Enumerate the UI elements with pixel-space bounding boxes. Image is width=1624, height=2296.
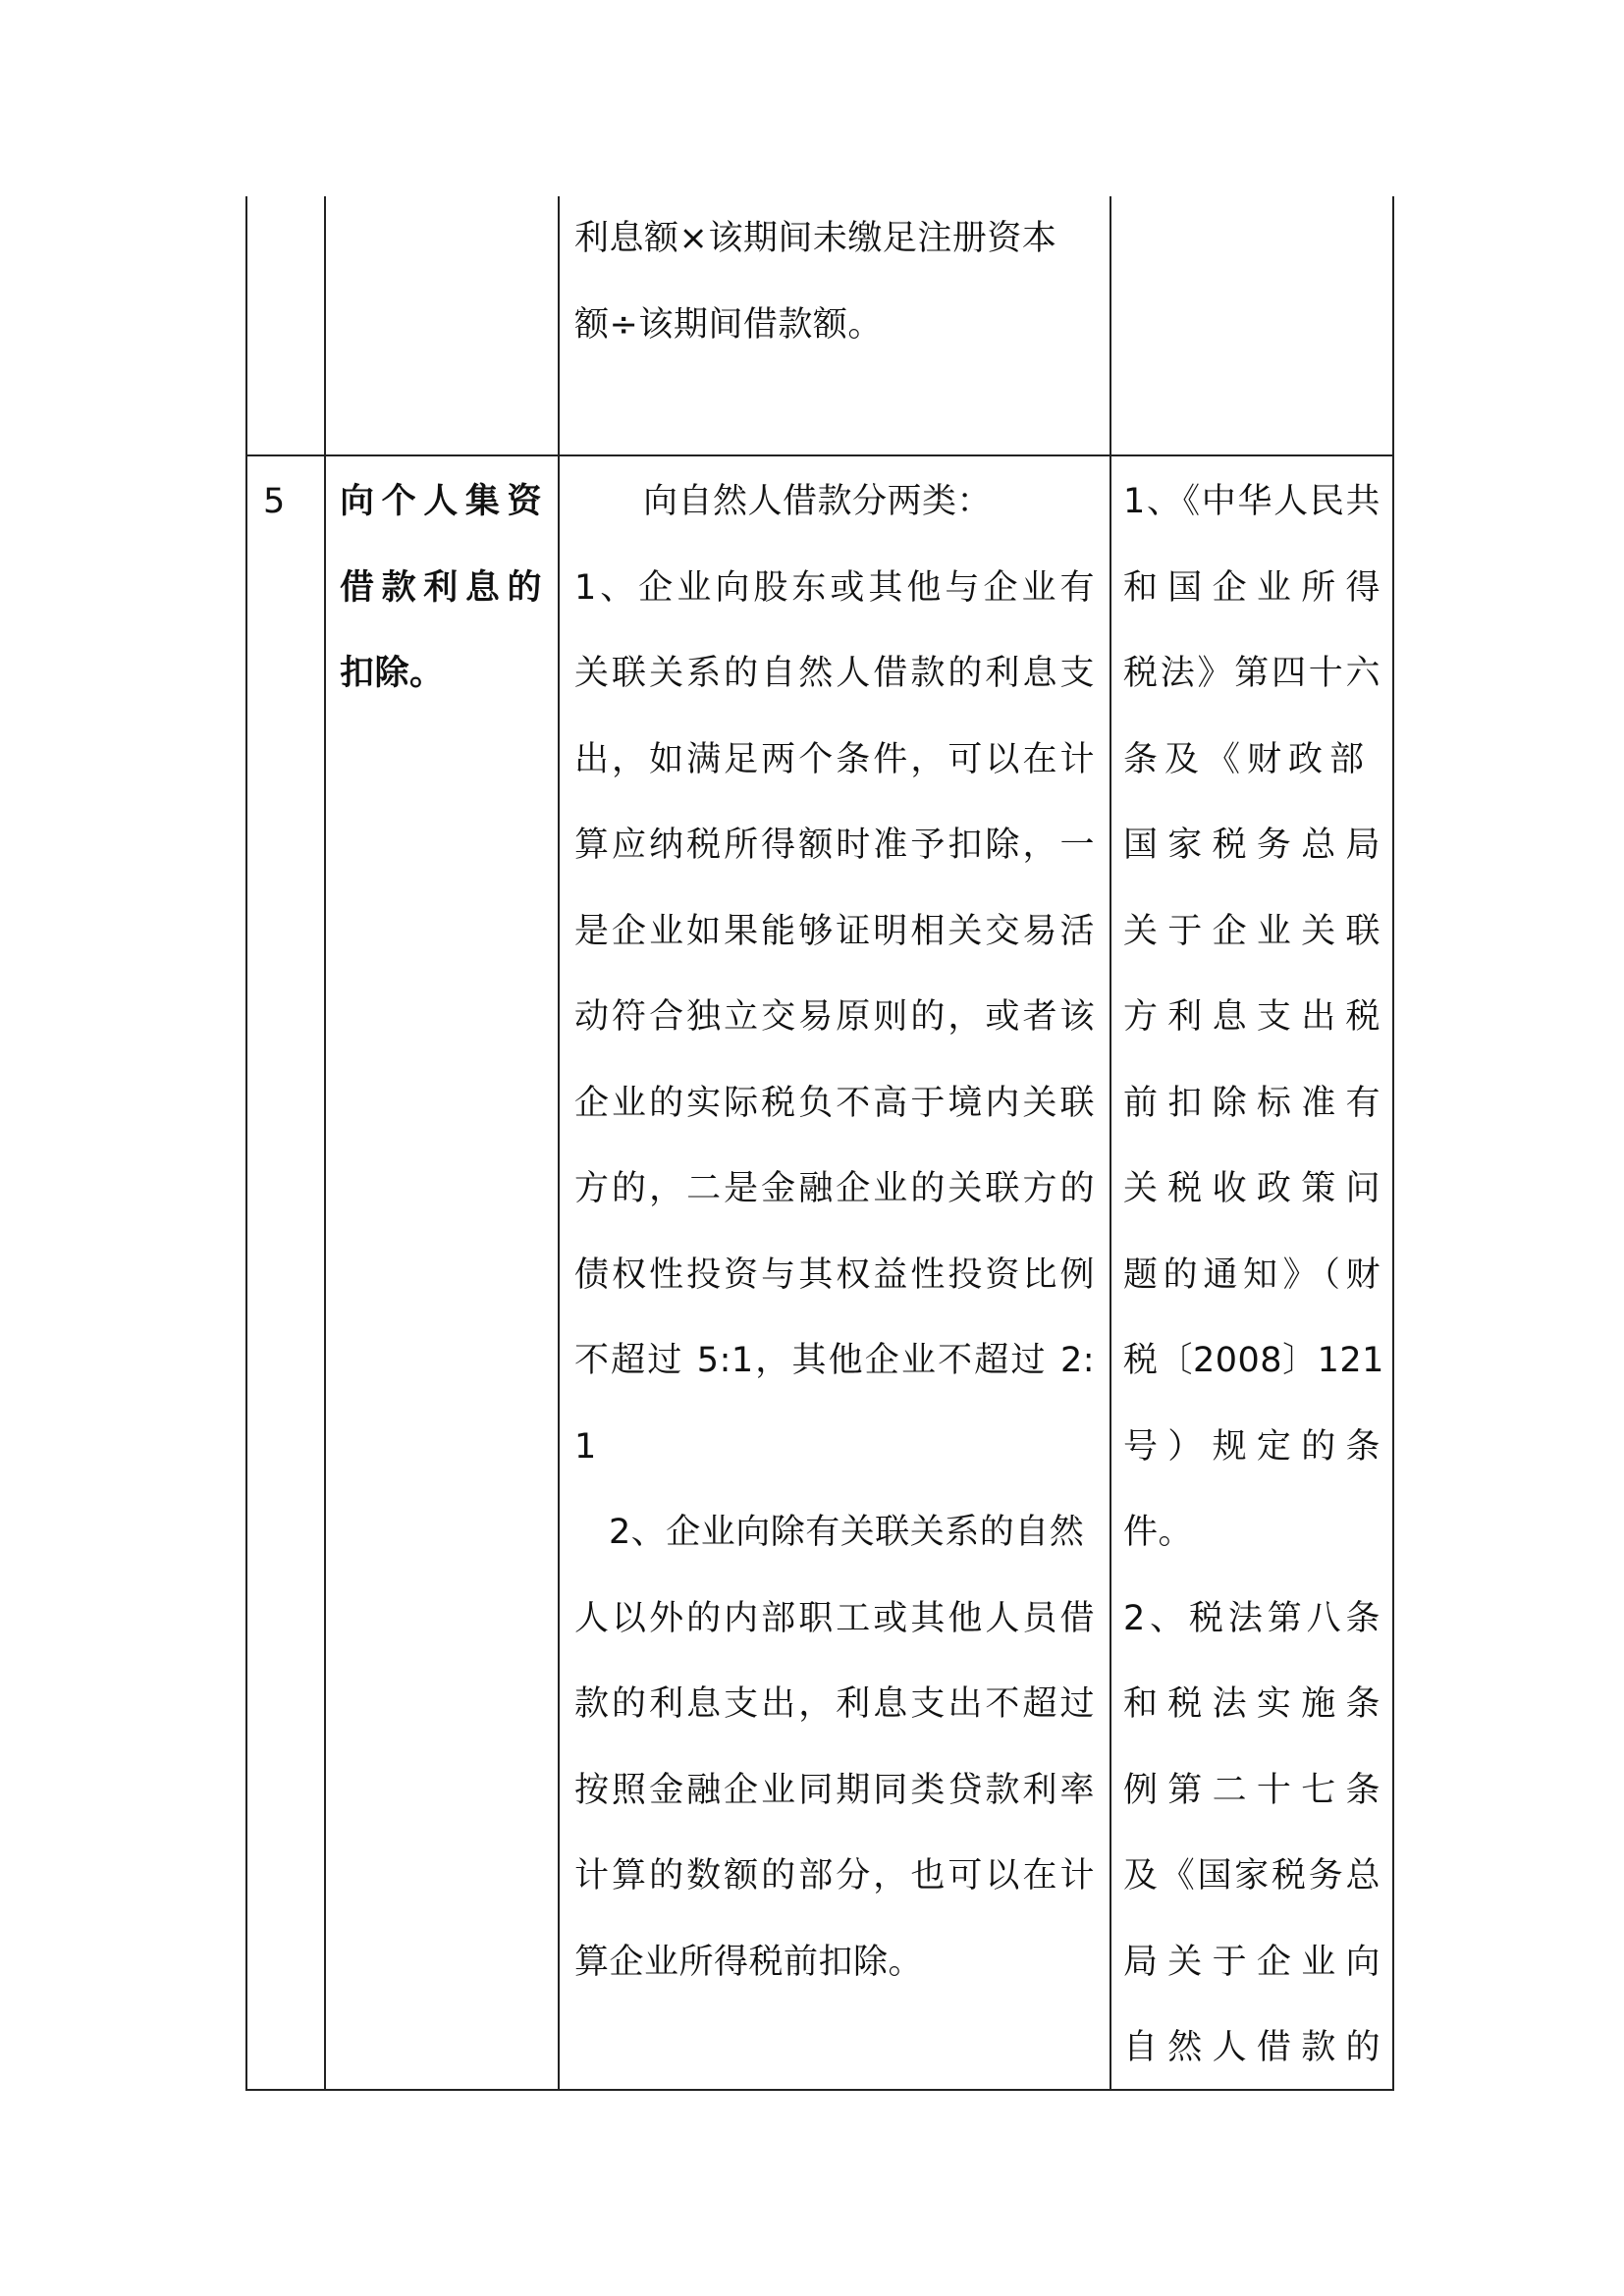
title-line: 扣除。 <box>340 654 445 693</box>
basis-line: 条及《财政部 <box>1123 739 1372 779</box>
content-line: 是企业如果能够证明相关交易活 <box>574 911 1095 951</box>
content-line: 计算的数额的部分，也可以在计 <box>574 1856 1095 1896</box>
basis-line: 和国企业所得 <box>1123 567 1380 608</box>
basis-line: 税法》第四十六 <box>1123 654 1380 693</box>
basis-line: 1、《中华人民共 <box>1123 482 1380 521</box>
content-line: 债权性投资与其权益性投资比例 <box>574 1255 1095 1295</box>
row-basis-cell <box>1123 459 1384 2092</box>
content-line: 动符合独立交易原则的，或者该 <box>574 997 1095 1037</box>
content-line: 按照金融企业同期同类贷款利率 <box>574 1770 1095 1810</box>
basis-line: 件。 <box>1123 1513 1194 1552</box>
basis-line: 局关于企业向 <box>1123 1942 1380 1982</box>
basis-line: 自然人借款的 <box>1123 2028 1380 2067</box>
content-line: 算应纳税所得额时准予扣除，一 <box>574 826 1095 865</box>
basis-line: 方利息支出税 <box>1123 997 1380 1037</box>
table-border-right <box>1392 196 1394 2091</box>
table-divider-number <box>324 196 326 2091</box>
text-line: 利息额×该期间未缴足注册资本 <box>574 219 1057 258</box>
content-line: 1 <box>574 1426 597 1467</box>
content-line: 人以外的内部职工或其他人员借 <box>574 1598 1095 1638</box>
basis-line: 关于企业关联 <box>1123 911 1380 951</box>
content-line: 不超过 5:1，其他企业不超过 2: <box>574 1341 1095 1380</box>
content-line: 2、企业向除有关联关系的自然 <box>609 1513 1085 1552</box>
deduction-table <box>245 196 1394 2091</box>
basis-line: 税〔2008〕121 <box>1123 1341 1384 1380</box>
content-line: 关联关系的自然人借款的利息支 <box>574 654 1095 693</box>
basis-line: 和税法实施条 <box>1123 1684 1380 1724</box>
basis-line: 例第二十七条 <box>1123 1770 1380 1810</box>
content-line: 款的利息支出，利息支出不超过 <box>574 1684 1095 1724</box>
basis-line: 2、税法第八条 <box>1123 1598 1380 1638</box>
continued-row-content <box>574 196 1095 368</box>
content-line: 1、企业向股东或其他与企业有 <box>574 567 1095 608</box>
row-number <box>263 459 286 546</box>
row-title-cell <box>340 459 542 718</box>
basis-line: 号）规定的条 <box>1123 1426 1380 1467</box>
table-divider-title <box>558 196 560 2091</box>
basis-line: 国家税务总局 <box>1123 826 1380 865</box>
basis-line: 关税收政策问 <box>1123 1169 1380 1208</box>
text-line: 额÷该期间借款额。 <box>574 304 883 345</box>
title-line: 借款利息的 <box>340 567 542 608</box>
content-line: 企业的实际税负不高于境内关联 <box>574 1083 1095 1123</box>
title-line: 向个人集资 <box>340 482 542 521</box>
basis-line: 及《国家税务总 <box>1123 1856 1380 1896</box>
row-separator <box>245 454 1394 456</box>
content-line: 方的，二是金融企业的关联方的 <box>574 1169 1095 1208</box>
table-border-left <box>245 196 247 2091</box>
basis-line: 题的通知》（财 <box>1123 1255 1380 1295</box>
row-content-cell <box>574 459 1095 2005</box>
content-line: 向自然人借款分两类： <box>643 482 993 521</box>
table-divider-content <box>1110 196 1111 2091</box>
content-line: 出，如满足两个条件，可以在计 <box>574 739 1095 779</box>
content-line: 算企业所得税前扣除。 <box>574 1942 924 1982</box>
basis-line: 前扣除标准有 <box>1123 1083 1380 1123</box>
row-number-text: 5 <box>263 482 286 521</box>
